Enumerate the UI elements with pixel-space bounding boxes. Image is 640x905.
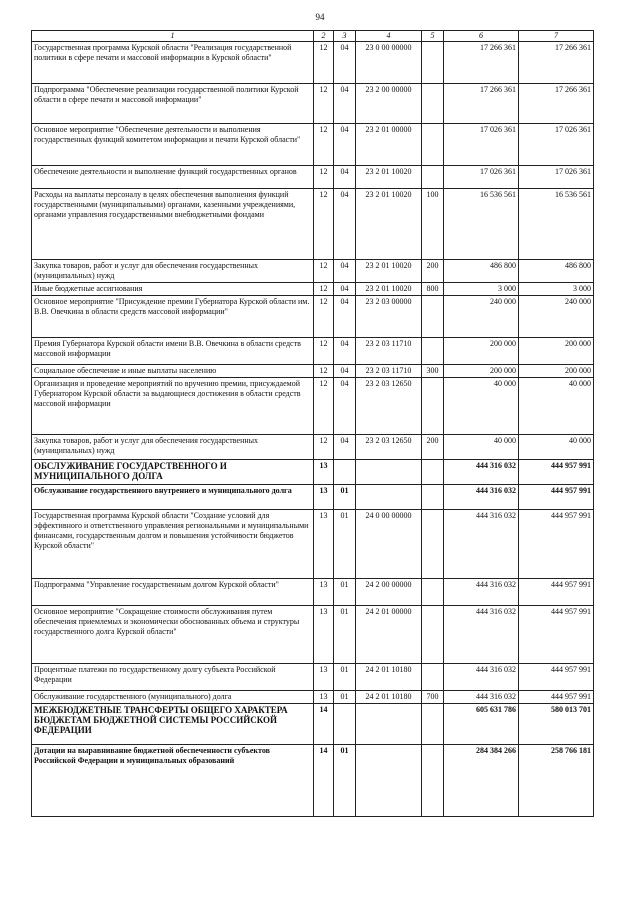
row-name: Основное мероприятие "Обеспечение деятельности и выполнения государственных функций комитетом информации и печати Курской области"	[32, 124, 314, 166]
row-sum-2: 40 000	[519, 378, 594, 435]
row-pr: 01	[334, 745, 356, 817]
row-pr: 04	[334, 338, 356, 365]
row-sum-2: 17 026 361	[519, 124, 594, 166]
row-rz: 13	[314, 510, 334, 579]
row-pr: 01	[334, 664, 356, 691]
row-pr: 04	[334, 260, 356, 283]
row-vr: 800	[422, 283, 444, 296]
row-sum-2: 444 957 991	[519, 510, 594, 579]
table-row	[32, 460, 594, 485]
row-csr: 24 2 00 00000	[356, 579, 422, 606]
row-name: Подпрограмма "Обеспечение реализации государственной политики Курской области в сфере печати и массовой информации"	[32, 84, 314, 124]
row-rz: 12	[314, 124, 334, 166]
row-sum-2: 486 800	[519, 260, 594, 283]
row-vr	[422, 296, 444, 338]
row-rz: 13	[314, 460, 334, 485]
col-header-4: 4	[356, 31, 422, 42]
row-sum-2: 444 957 991	[519, 485, 594, 510]
row-sum-2: 258 766 181	[519, 745, 594, 817]
row-rz: 12	[314, 189, 334, 260]
row-rz: 13	[314, 664, 334, 691]
page-number: 94	[315, 12, 325, 22]
table-row	[32, 745, 594, 817]
row-pr: 01	[334, 579, 356, 606]
table-row	[32, 691, 594, 704]
row-vr: 300	[422, 365, 444, 378]
table-row	[32, 378, 594, 435]
row-csr: 23 2 01 10020	[356, 283, 422, 296]
row-csr: 23 2 01 10020	[356, 166, 422, 189]
row-sum-2: 444 957 991	[519, 460, 594, 485]
table-row	[32, 42, 594, 84]
row-vr	[422, 664, 444, 691]
row-sum-1: 200 000	[444, 365, 519, 378]
row-sum-1: 444 316 032	[444, 691, 519, 704]
row-name: Обеспечение деятельности и выполнение функций государственных органов	[32, 166, 314, 189]
row-vr	[422, 166, 444, 189]
row-vr	[422, 579, 444, 606]
row-pr: 04	[334, 166, 356, 189]
row-rz: 12	[314, 296, 334, 338]
row-rz: 12	[314, 283, 334, 296]
col-header-2: 2	[314, 31, 334, 42]
row-vr	[422, 704, 444, 745]
table-body	[32, 42, 594, 817]
row-pr	[334, 460, 356, 485]
row-vr: 200	[422, 260, 444, 283]
row-pr: 04	[334, 189, 356, 260]
row-name: Процентные платежи по государственному долгу субъекта Российской Федерации	[32, 664, 314, 691]
table-row	[32, 283, 594, 296]
row-sum-2: 40 000	[519, 435, 594, 460]
row-name: ОБСЛУЖИВАНИЕ ГОСУДАРСТВЕННОГО И МУНИЦИПАЛЬНОГО ДОЛГА	[32, 460, 314, 485]
table-row	[32, 664, 594, 691]
row-vr: 100	[422, 189, 444, 260]
row-vr	[422, 84, 444, 124]
row-rz: 13	[314, 691, 334, 704]
row-rz: 12	[314, 84, 334, 124]
table-row	[32, 84, 594, 124]
row-sum-2: 444 957 991	[519, 579, 594, 606]
row-vr	[422, 338, 444, 365]
row-vr	[422, 485, 444, 510]
row-sum-2: 240 000	[519, 296, 594, 338]
row-pr: 01	[334, 485, 356, 510]
col-header-1: 1	[32, 31, 314, 42]
row-name: Обслуживание государственного (муниципального) долга	[32, 691, 314, 704]
table-row	[32, 365, 594, 378]
row-csr: 23 2 03 11710	[356, 365, 422, 378]
row-sum-1: 605 631 786	[444, 704, 519, 745]
col-header-6: 6	[444, 31, 519, 42]
row-vr	[422, 378, 444, 435]
row-rz: 12	[314, 435, 334, 460]
row-vr: 200	[422, 435, 444, 460]
budget-table	[31, 30, 594, 817]
row-sum-2: 444 957 991	[519, 691, 594, 704]
row-sum-2: 200 000	[519, 365, 594, 378]
row-sum-1: 444 316 032	[444, 485, 519, 510]
row-csr: 24 0 00 00000	[356, 510, 422, 579]
row-rz: 13	[314, 579, 334, 606]
row-csr: 23 2 03 12650	[356, 435, 422, 460]
row-rz: 13	[314, 485, 334, 510]
row-sum-1: 444 316 032	[444, 579, 519, 606]
row-sum-1: 284 384 266	[444, 745, 519, 817]
table-row	[32, 606, 594, 664]
row-sum-2: 444 957 991	[519, 664, 594, 691]
column-number-header	[32, 31, 594, 42]
row-sum-1: 200 000	[444, 338, 519, 365]
row-vr	[422, 42, 444, 84]
row-name: Дотации на выравнивание бюджетной обеспеченности субъектов Российской Федерации и муниципальных образований	[32, 745, 314, 817]
row-sum-1: 17 266 361	[444, 84, 519, 124]
row-csr: 24 2 01 10180	[356, 691, 422, 704]
table-row	[32, 338, 594, 365]
row-sum-2: 17 026 361	[519, 166, 594, 189]
row-sum-1: 486 800	[444, 260, 519, 283]
row-pr: 04	[334, 124, 356, 166]
row-csr: 23 2 00 00000	[356, 84, 422, 124]
row-sum-2: 444 957 991	[519, 606, 594, 664]
row-pr: 04	[334, 283, 356, 296]
row-csr: 24 2 01 10180	[356, 664, 422, 691]
row-csr: 23 2 03 11710	[356, 338, 422, 365]
row-pr: 04	[334, 296, 356, 338]
row-name: Обслуживание государственного внутреннего и муниципального долга	[32, 485, 314, 510]
row-rz: 14	[314, 704, 334, 745]
row-pr: 04	[334, 42, 356, 84]
row-name: Основное мероприятие "Сокращение стоимости обслуживания путем обеспечения приемлемых и экономически обоснованных объема и структуры государственного долга Курской области"	[32, 606, 314, 664]
row-vr	[422, 745, 444, 817]
row-sum-1: 17 026 361	[444, 124, 519, 166]
row-csr	[356, 745, 422, 817]
row-sum-1: 17 026 361	[444, 166, 519, 189]
row-csr	[356, 485, 422, 510]
row-csr: 24 2 01 00000	[356, 606, 422, 664]
row-pr: 04	[334, 84, 356, 124]
row-name: Основное мероприятие "Присуждение премии Губернатора Курской области им. В.В. Овечкина в области средств массовой информации"	[32, 296, 314, 338]
table-row	[32, 260, 594, 283]
row-name: МЕЖБЮДЖЕТНЫЕ ТРАНСФЕРТЫ ОБЩЕГО ХАРАКТЕРА БЮДЖЕТАМ БЮДЖЕТНОЙ СИСТЕМЫ РОССИЙСКОЙ ФЕДЕРАЦИИ	[32, 704, 314, 745]
table-row	[32, 704, 594, 745]
row-sum-1: 40 000	[444, 435, 519, 460]
row-name: Закупка товаров, работ и услуг для обеспечения государственных (муниципальных) нужд	[32, 260, 314, 283]
row-csr: 23 2 01 10020	[356, 189, 422, 260]
row-name: Иные бюджетные ассигнования	[32, 283, 314, 296]
row-rz: 12	[314, 338, 334, 365]
row-name: Государственная программа Курской области "Создание условий для эффективного и ответственного управления региональными и муниципальными финансами, государственным долгом и повышения устойчивости бюджетов Курской области"	[32, 510, 314, 579]
row-sum-1: 444 316 032	[444, 510, 519, 579]
row-sum-1: 3 000	[444, 283, 519, 296]
row-sum-2: 17 266 361	[519, 84, 594, 124]
row-pr: 04	[334, 378, 356, 435]
row-vr: 700	[422, 691, 444, 704]
row-rz: 13	[314, 606, 334, 664]
row-pr: 01	[334, 691, 356, 704]
row-csr: 23 2 01 10020	[356, 260, 422, 283]
table-row	[32, 296, 594, 338]
row-pr: 04	[334, 365, 356, 378]
row-rz: 12	[314, 365, 334, 378]
row-vr	[422, 510, 444, 579]
row-sum-1: 40 000	[444, 378, 519, 435]
table-row	[32, 166, 594, 189]
row-rz: 12	[314, 42, 334, 84]
row-sum-2: 16 536 561	[519, 189, 594, 260]
row-pr: 04	[334, 435, 356, 460]
row-csr: 23 2 03 00000	[356, 296, 422, 338]
row-sum-1: 17 266 361	[444, 42, 519, 84]
row-pr: 01	[334, 606, 356, 664]
row-rz: 12	[314, 378, 334, 435]
table-row	[32, 579, 594, 606]
row-csr: 23 2 03 12650	[356, 378, 422, 435]
col-header-7: 7	[519, 31, 594, 42]
row-name: Расходы на выплаты персоналу в целях обеспечения выполнения функций государственными (муниципальными) органами, казенными учреждениями, органами управления государственными внебюджетными фондами	[32, 189, 314, 260]
row-vr	[422, 124, 444, 166]
row-name: Организация и проведение мероприятий по вручению премии, присуждаемой Губернатором Курской области за выдающиеся достижения в области средств массовой информации	[32, 378, 314, 435]
col-header-3: 3	[334, 31, 356, 42]
row-sum-1: 444 316 032	[444, 664, 519, 691]
table-row	[32, 189, 594, 260]
row-csr	[356, 460, 422, 485]
table-row	[32, 485, 594, 510]
col-header-5: 5	[422, 31, 444, 42]
row-sum-1: 16 536 561	[444, 189, 519, 260]
row-pr	[334, 704, 356, 745]
table-row	[32, 510, 594, 579]
row-sum-2: 200 000	[519, 338, 594, 365]
row-pr: 01	[334, 510, 356, 579]
table-row	[32, 124, 594, 166]
row-name: Социальное обеспечение и иные выплаты населению	[32, 365, 314, 378]
row-name: Премия Губернатора Курской области имени В.В. Овечкина в области средств массовой информации	[32, 338, 314, 365]
row-csr: 23 2 01 00000	[356, 124, 422, 166]
row-vr	[422, 606, 444, 664]
row-name: Подпрограмма "Управление государственным долгом Курской области"	[32, 579, 314, 606]
row-sum-1: 444 316 032	[444, 460, 519, 485]
row-csr: 23 0 00 00000	[356, 42, 422, 84]
row-sum-1: 240 000	[444, 296, 519, 338]
row-sum-2: 3 000	[519, 283, 594, 296]
row-name: Закупка товаров, работ и услуг для обеспечения государственных (муниципальных) нужд	[32, 435, 314, 460]
row-csr	[356, 704, 422, 745]
row-rz: 12	[314, 260, 334, 283]
row-rz: 12	[314, 166, 334, 189]
row-sum-2: 580 013 701	[519, 704, 594, 745]
row-vr	[422, 460, 444, 485]
row-sum-1: 444 316 032	[444, 606, 519, 664]
row-sum-2: 17 266 361	[519, 42, 594, 84]
row-rz: 14	[314, 745, 334, 817]
row-name: Государственная программа Курской области "Реализация государственной политики в сфере печати и массовой информации в Курской области"	[32, 42, 314, 84]
table-row	[32, 435, 594, 460]
